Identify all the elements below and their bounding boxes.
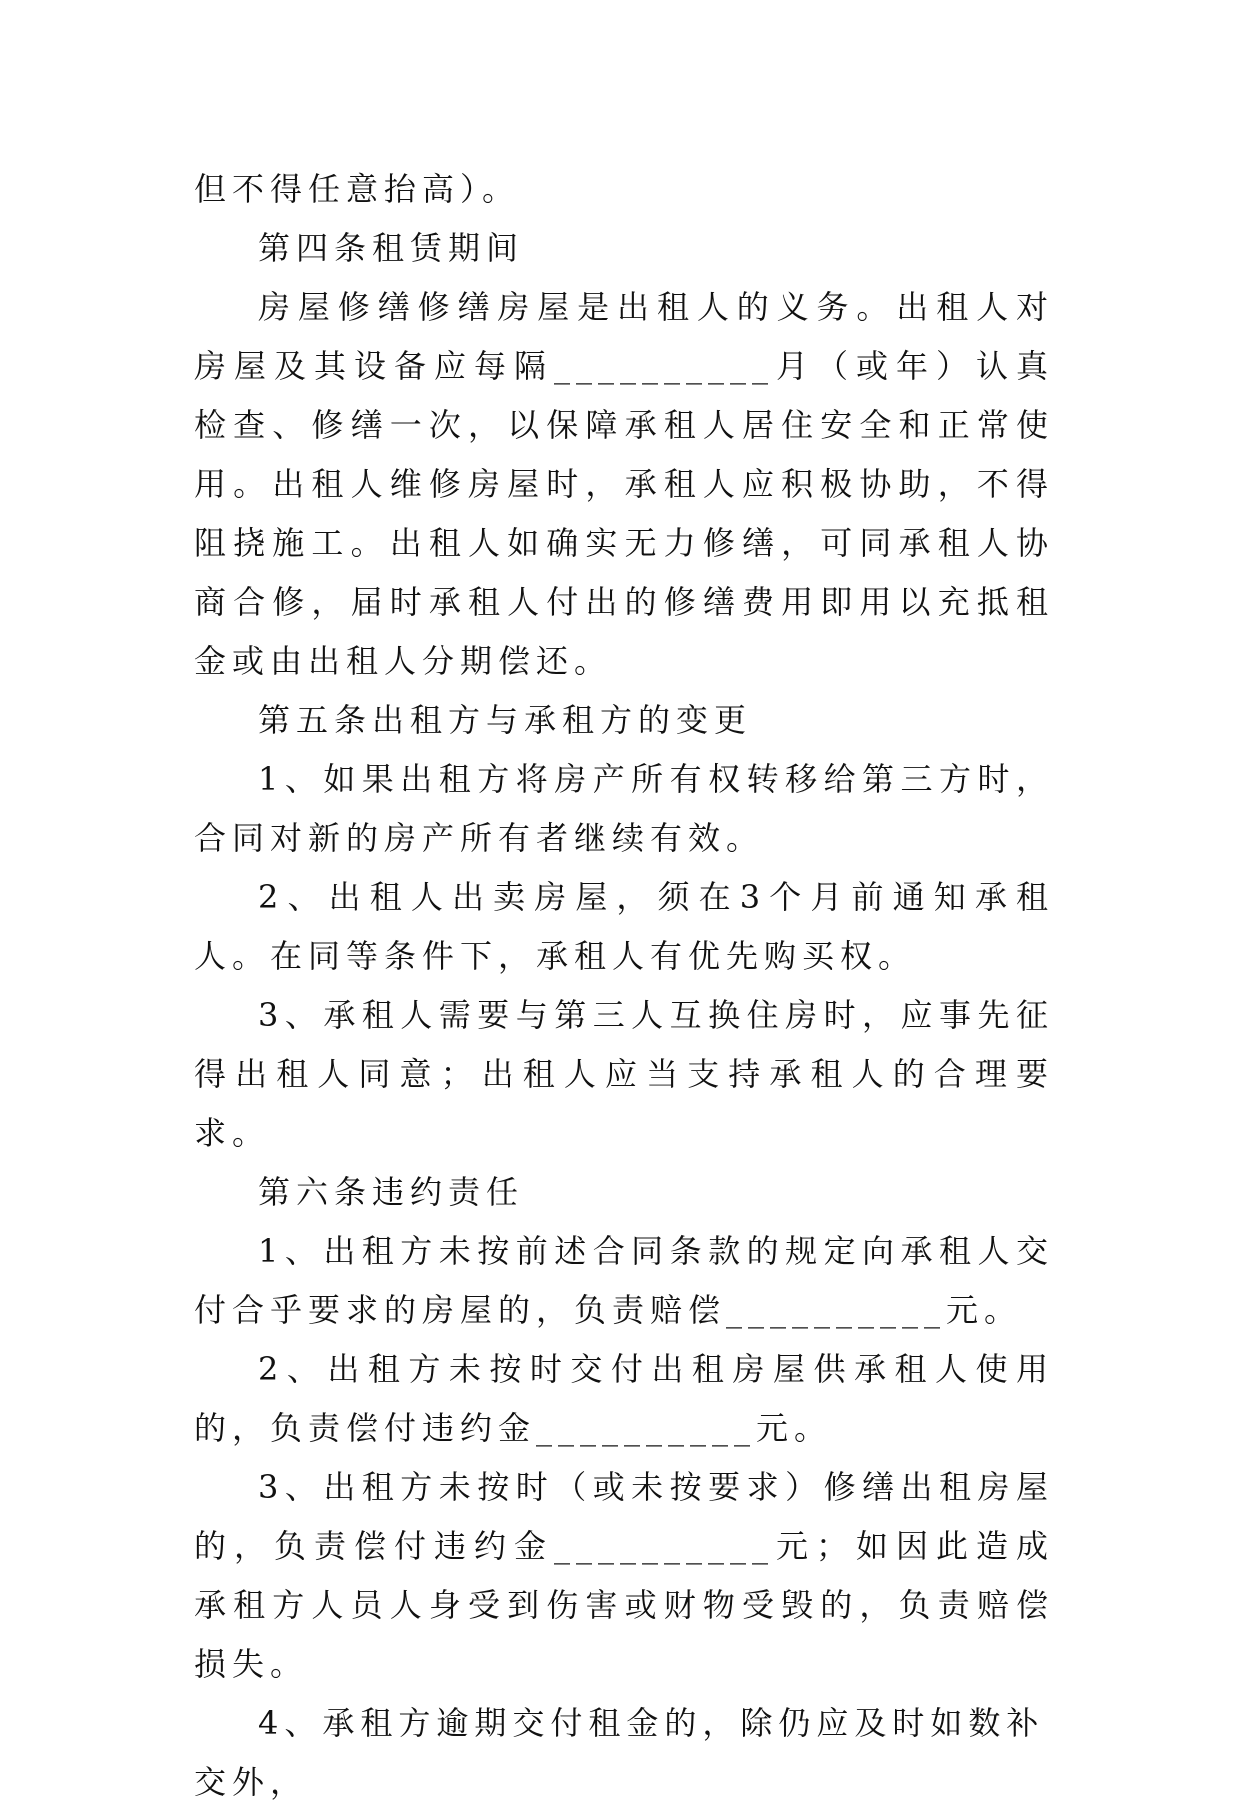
paragraph: 3、承租人需要与第三人互换住房时，应事先征得出租人同意；出租人应当支持承租人的合理要求。 <box>194 996 1054 1152</box>
paragraph: 1、如果出租方将房产所有权转移给第三方时，合同对新的房产所有者继续有效。 <box>194 760 1054 857</box>
document-body <box>194 160 1054 1812</box>
section-heading: 第六条违约责任 <box>258 1173 525 1211</box>
paragraph: 3、出租方未按时（或未按要求）修缮出租房屋的，负责偿付违约金__________元；如因此造成承租方人员人身受到伤害或财物受毁的，负责赔偿损失。 <box>194 1468 1054 1683</box>
section-heading: 第五条出租方与承租方的变更 <box>258 701 753 739</box>
paragraph: 1、出租方未按前述合同条款的规定向承租人交付合乎要求的房屋的，负责赔偿__________元。 <box>194 1232 1054 1329</box>
paragraph: 4、承租方逾期交付租金的，除仍应及时如数补交外， <box>194 1704 1045 1801</box>
paragraph: 但不得任意抬高）。 <box>194 170 521 208</box>
paragraph: 房屋修缮修缮房屋是出租人的义务。出租人对房屋及其设备应每隔__________月（或年）认真检查、修缮一次，以保障承租人居住安全和正常使用。出租人维修房屋时，承租人应积极协助，不得阻挠施工。出租人如确实无力修缮，可同承租人协商合修，届时承租人付出的修缮费用即用以充抵租金或由出租人分期偿还。 <box>194 288 1054 680</box>
section-heading: 第四条租赁期间 <box>258 229 525 267</box>
paragraph: 2、出租方未按时交付出租房屋供承租人使用的，负责偿付违约金__________元。 <box>194 1350 1054 1447</box>
paragraph: 2、出租人出卖房屋，须在3个月前通知承租人。在同等条件下，承租人有优先购买权。 <box>194 878 1054 975</box>
